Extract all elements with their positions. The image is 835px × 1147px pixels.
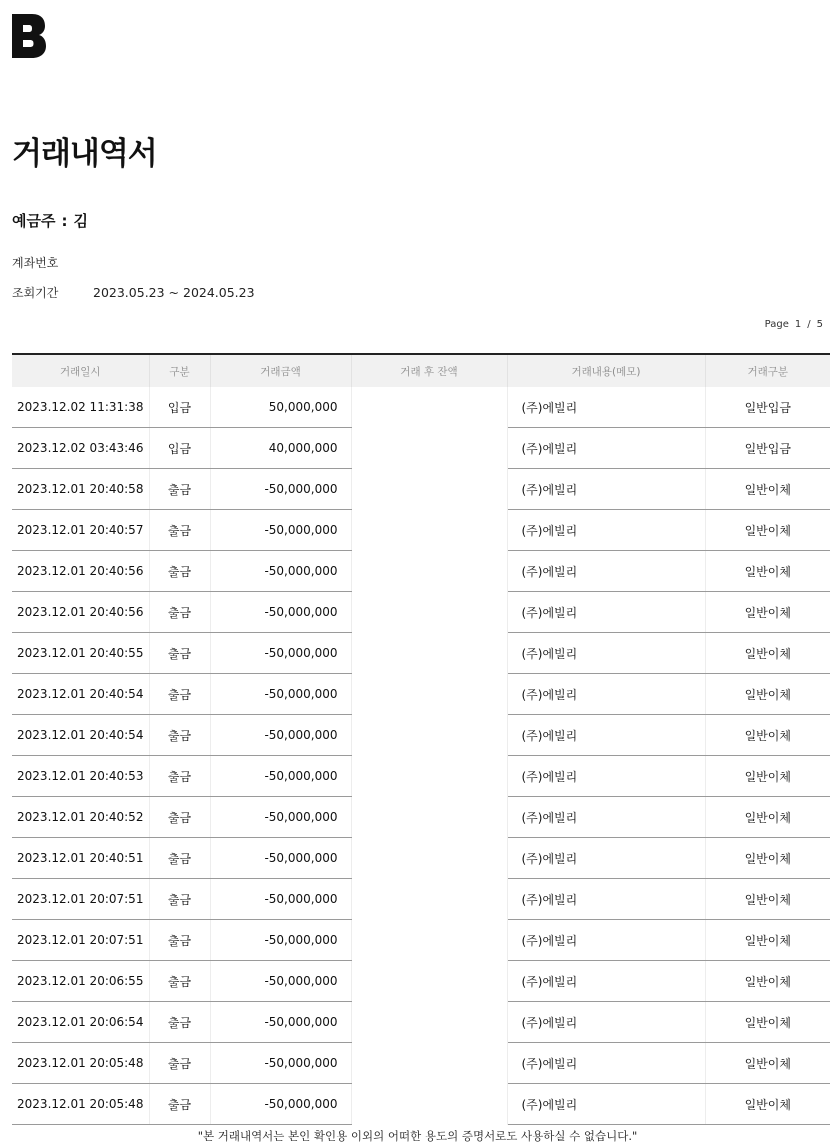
cell-memo: (주)에빌리 (507, 879, 705, 920)
cell-memo: (주)에빌리 (507, 428, 705, 469)
cell-category: 일반입금 (705, 387, 830, 428)
cell-memo: (주)에빌리 (507, 633, 705, 674)
cell-amount: 40,000,000 (210, 428, 351, 469)
cell-amount: -50,000,000 (210, 879, 351, 920)
cell-balance (351, 428, 507, 469)
cell-amount: -50,000,000 (210, 838, 351, 879)
page-label: Page (764, 319, 789, 330)
table-row (12, 387, 830, 428)
table-row (12, 633, 830, 674)
cell-type: 입금 (149, 428, 210, 469)
cell-balance (351, 961, 507, 1002)
cell-type: 출금 (149, 592, 210, 633)
cell-balance (351, 1084, 507, 1125)
holder-separator: : (61, 212, 68, 230)
cell-type: 출금 (149, 756, 210, 797)
cell-type: 출금 (149, 674, 210, 715)
cell-datetime: 2023.12.01 20:40:52 (12, 797, 149, 838)
cell-type: 출금 (149, 469, 210, 510)
cell-amount: -50,000,000 (210, 469, 351, 510)
cell-balance (351, 469, 507, 510)
page-title: 거래내역서 (12, 136, 157, 172)
header-balance: 거래 후 잔액 (351, 354, 507, 387)
cell-category: 일반이체 (705, 469, 830, 510)
cell-category: 일반이체 (705, 715, 830, 756)
cell-category: 일반이체 (705, 756, 830, 797)
cell-balance (351, 1043, 507, 1084)
table-body (12, 387, 830, 1125)
cell-balance (351, 551, 507, 592)
holder-label: 예금주 (12, 212, 56, 230)
cell-category: 일반이체 (705, 592, 830, 633)
table-row (12, 674, 830, 715)
page-total: 5 (816, 319, 823, 330)
cell-balance (351, 674, 507, 715)
cell-memo: (주)에빌리 (507, 715, 705, 756)
cell-category: 일반이체 (705, 551, 830, 592)
table-header (12, 354, 830, 387)
cell-category: 일반이체 (705, 674, 830, 715)
cell-datetime: 2023.12.02 11:31:38 (12, 387, 149, 428)
cell-type: 출금 (149, 1002, 210, 1043)
cell-category: 일반이체 (705, 633, 830, 674)
cell-balance (351, 838, 507, 879)
cell-type: 입금 (149, 387, 210, 428)
cell-balance (351, 592, 507, 633)
cell-datetime: 2023.12.01 20:07:51 (12, 879, 149, 920)
cell-type: 출금 (149, 838, 210, 879)
table-row (12, 797, 830, 838)
cell-memo: (주)에빌리 (507, 1043, 705, 1084)
cell-type: 출금 (149, 797, 210, 838)
table-row (12, 1002, 830, 1043)
cell-balance (351, 797, 507, 838)
cell-memo: (주)에빌리 (507, 592, 705, 633)
cell-memo: (주)에빌리 (507, 1002, 705, 1043)
table-row (12, 551, 830, 592)
cell-datetime: 2023.12.01 20:06:55 (12, 961, 149, 1002)
cell-balance (351, 633, 507, 674)
cell-amount: -50,000,000 (210, 715, 351, 756)
cell-category: 일반이체 (705, 510, 830, 551)
table-row (12, 715, 830, 756)
table-row (12, 469, 830, 510)
footer-disclaimer: "본 거래내역서는 본인 확인용 이외의 어떠한 용도의 증명서로도 사용하실 수 없습니다." (197, 1129, 638, 1143)
cell-category: 일반이체 (705, 1084, 830, 1125)
query-period-value: 2023.05.23 ~ 2024.05.23 (93, 285, 255, 300)
account-number-label: 계좌번호 (12, 256, 59, 270)
page-separator: / (807, 319, 811, 330)
cell-type: 출금 (149, 510, 210, 551)
cell-balance (351, 756, 507, 797)
account-number-row (12, 254, 93, 271)
page-indicator (762, 319, 826, 330)
cell-type: 출금 (149, 633, 210, 674)
cell-balance (351, 715, 507, 756)
cell-memo: (주)에빌리 (507, 756, 705, 797)
table-row (12, 1043, 830, 1084)
cell-balance (351, 510, 507, 551)
cell-type: 출금 (149, 879, 210, 920)
cell-amount: -50,000,000 (210, 674, 351, 715)
cell-datetime: 2023.12.01 20:40:54 (12, 674, 149, 715)
table-row (12, 756, 830, 797)
header-datetime: 거래일시 (12, 354, 149, 387)
holder-name: 김 (73, 212, 88, 230)
cell-memo: (주)에빌리 (507, 797, 705, 838)
cell-datetime: 2023.12.01 20:40:58 (12, 469, 149, 510)
header-amount: 거래금액 (210, 354, 351, 387)
cell-category: 일반이체 (705, 1043, 830, 1084)
cell-balance (351, 387, 507, 428)
brand-logo (12, 14, 46, 58)
table-row (12, 961, 830, 1002)
cell-amount: -50,000,000 (210, 797, 351, 838)
cell-category: 일반이체 (705, 961, 830, 1002)
cell-amount: -50,000,000 (210, 961, 351, 1002)
cell-amount: -50,000,000 (210, 633, 351, 674)
cell-memo: (주)에빌리 (507, 387, 705, 428)
cell-category: 일반이체 (705, 838, 830, 879)
cell-type: 출금 (149, 1043, 210, 1084)
cell-datetime: 2023.12.01 20:40:55 (12, 633, 149, 674)
cell-datetime: 2023.12.01 20:40:54 (12, 715, 149, 756)
cell-memo: (주)에빌리 (507, 838, 705, 879)
page-current: 1 (794, 319, 802, 330)
cell-datetime: 2023.12.02 03:43:46 (12, 428, 149, 469)
cell-datetime: 2023.12.01 20:40:56 (12, 551, 149, 592)
table-row (12, 510, 830, 551)
query-period-row (12, 284, 255, 301)
cell-balance (351, 879, 507, 920)
cell-datetime: 2023.12.01 20:07:51 (12, 920, 149, 961)
cell-balance (351, 920, 507, 961)
cell-memo: (주)에빌리 (507, 551, 705, 592)
cell-memo: (주)에빌리 (507, 961, 705, 1002)
cell-type: 출금 (149, 961, 210, 1002)
cell-amount: -50,000,000 (210, 756, 351, 797)
table-row (12, 428, 830, 469)
cell-amount: -50,000,000 (210, 551, 351, 592)
table-row (12, 1084, 830, 1125)
cell-datetime: 2023.12.01 20:05:48 (12, 1043, 149, 1084)
cell-memo: (주)에빌리 (507, 1084, 705, 1125)
query-period-label: 조회기간 (12, 286, 59, 300)
cell-amount: -50,000,000 (210, 1084, 351, 1125)
cell-amount: 50,000,000 (210, 387, 351, 428)
header-type: 구분 (149, 354, 210, 387)
cell-category: 일반이체 (705, 879, 830, 920)
cell-memo: (주)에빌리 (507, 510, 705, 551)
cell-datetime: 2023.12.01 20:40:51 (12, 838, 149, 879)
cell-category: 일반입금 (705, 428, 830, 469)
cell-amount: -50,000,000 (210, 1002, 351, 1043)
cell-datetime: 2023.12.01 20:06:54 (12, 1002, 149, 1043)
header-memo: 거래내용(메모) (507, 354, 705, 387)
cell-amount: -50,000,000 (210, 1043, 351, 1084)
cell-amount: -50,000,000 (210, 920, 351, 961)
cell-datetime: 2023.12.01 20:40:56 (12, 592, 149, 633)
cell-datetime: 2023.12.01 20:40:57 (12, 510, 149, 551)
table-row (12, 592, 830, 633)
cell-type: 출금 (149, 920, 210, 961)
cell-datetime: 2023.12.01 20:40:53 (12, 756, 149, 797)
table-row (12, 920, 830, 961)
cell-datetime: 2023.12.01 20:05:48 (12, 1084, 149, 1125)
cell-amount: -50,000,000 (210, 592, 351, 633)
cell-balance (351, 1002, 507, 1043)
cell-amount: -50,000,000 (210, 510, 351, 551)
cell-type: 출금 (149, 551, 210, 592)
cell-memo: (주)에빌리 (507, 920, 705, 961)
table-row (12, 838, 830, 879)
table-row (12, 879, 830, 920)
cell-type: 출금 (149, 1084, 210, 1125)
cell-category: 일반이체 (705, 797, 830, 838)
cell-category: 일반이체 (705, 920, 830, 961)
cell-memo: (주)에빌리 (507, 469, 705, 510)
transaction-table (12, 353, 830, 1125)
cell-type: 출금 (149, 715, 210, 756)
header-category: 거래구분 (705, 354, 830, 387)
account-holder (12, 210, 88, 231)
cell-memo: (주)에빌리 (507, 674, 705, 715)
cell-category: 일반이체 (705, 1002, 830, 1043)
